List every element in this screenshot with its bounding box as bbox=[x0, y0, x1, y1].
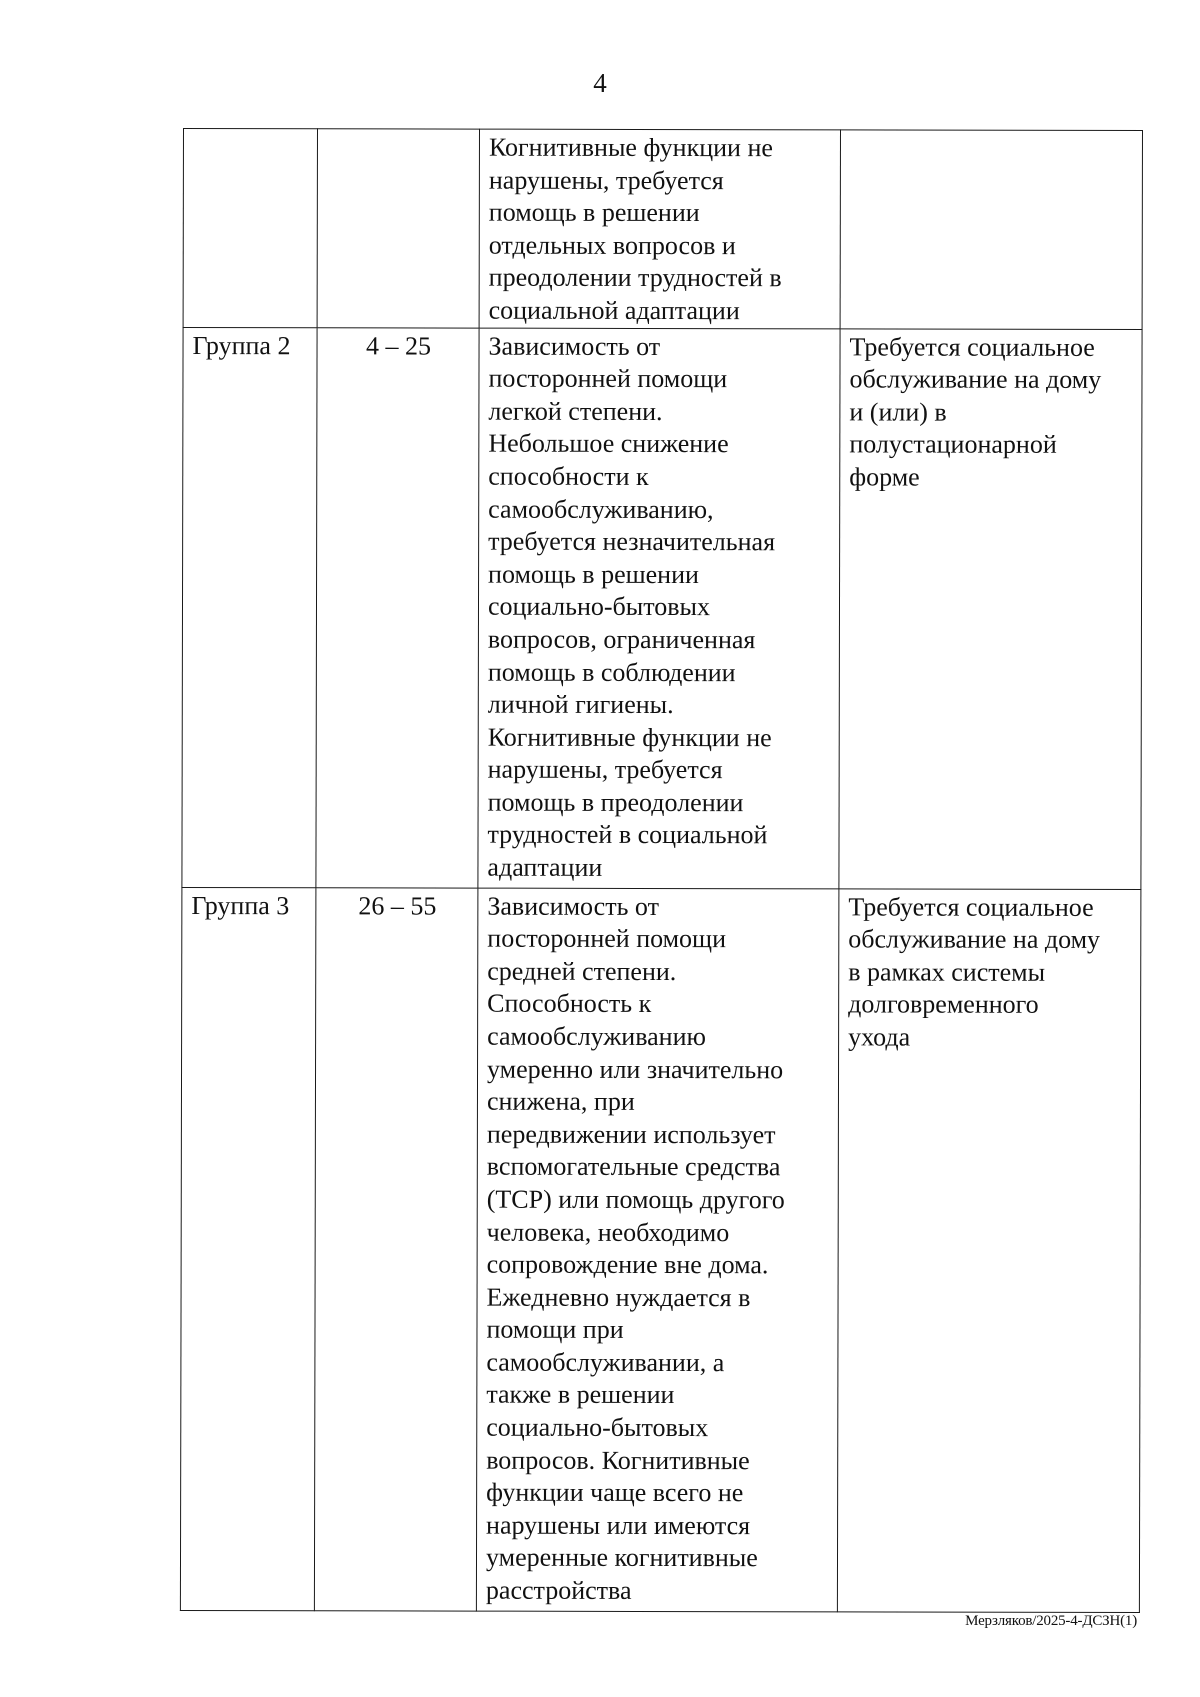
document-reference: Мерзляков/2025-4-ДСЗН(1) bbox=[965, 1613, 1137, 1629]
service-form-cell: Требуется социальное обслуживание на дому в рамках системы долговременного ухода bbox=[837, 888, 1141, 1612]
score-range-cell: 26 – 55 bbox=[314, 887, 478, 1610]
description-cell: Зависимость от посторонней помощи легкой степени. Небольшое снижение способности к самообслуживанию, требуется незначительная помощь в решении социально-бытовых вопросов, ограниченная помощь в соблюдении личной гигиены. Когнитивные функции не нарушены, требуется помощь в преодолении трудностей в социальной адаптации bbox=[478, 328, 840, 889]
table-row bbox=[182, 327, 1142, 889]
description-cell: Зависимость от посторонней помощи средней степени. Способность к самообслуживанию умеренно или значительно снижена, при передвижении использует вспомогательные средства (ТСР) или помощь другого человека, необходимо сопровождение вне дома. Ежедневно нуждается в помощи при самообслуживании, а также в решении социально-бытовых вопросов. Когнитивные функции чаще всего не нарушены или имеются умеренные когнитивные расстройства bbox=[476, 888, 839, 1612]
table-row bbox=[183, 129, 1142, 330]
score-range-cell: 4 – 25 bbox=[316, 327, 479, 887]
service-form-cell bbox=[840, 130, 1142, 329]
group-cell: Группа 2 bbox=[182, 327, 317, 887]
service-form-cell: Требуется социальное обслуживание на дому и (или) в полустационарной форме bbox=[839, 328, 1142, 889]
description-cell: Когнитивные функции не нарушены, требуется помощь в решении отдельных вопросов и преодолении трудностей в социальной адаптации bbox=[479, 129, 840, 328]
care-groups-table bbox=[180, 128, 1143, 1613]
score-range-cell bbox=[317, 129, 479, 328]
page-number: 4 bbox=[593, 68, 607, 98]
group-cell bbox=[183, 129, 317, 328]
group-cell: Группа 3 bbox=[180, 887, 316, 1610]
table-row bbox=[180, 887, 1141, 1612]
